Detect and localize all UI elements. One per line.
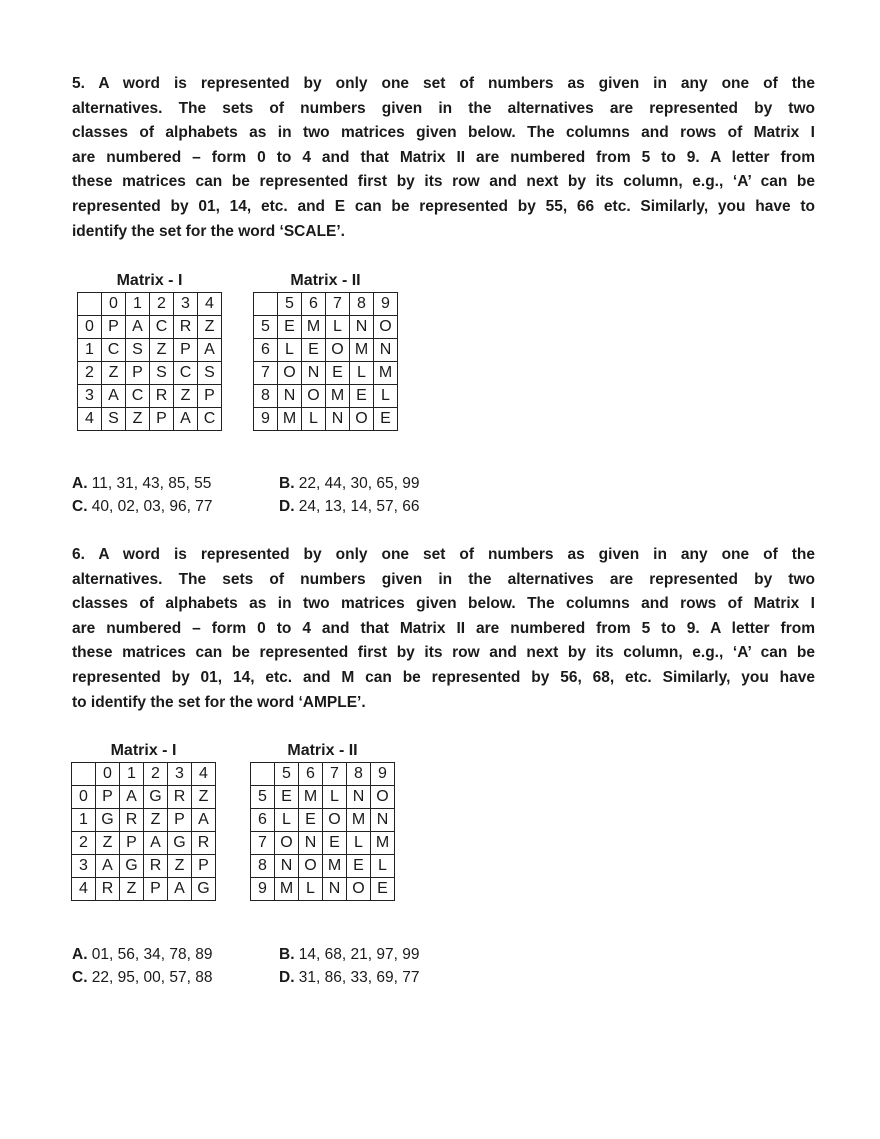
matrix-cell: S (126, 339, 150, 362)
matrix-row (254, 385, 398, 408)
column-number: 6 (302, 293, 326, 316)
matrix-cell: Z (144, 809, 168, 832)
matrix-cell: N (350, 316, 374, 339)
matrix-title: Matrix - II (290, 272, 361, 289)
matrix-cell: R (96, 878, 120, 901)
matrix-cell: L (302, 408, 326, 431)
matrix-cell: Z (126, 408, 150, 431)
matrix-cell: A (120, 786, 144, 809)
matrix-cell: Z (150, 339, 174, 362)
matrix-row (72, 878, 216, 901)
option-key: B. (279, 475, 295, 492)
matrix-cell: R (150, 385, 174, 408)
matrix-row (72, 832, 216, 855)
matrix-corner-cell (254, 293, 278, 316)
matrix-cell: N (326, 408, 350, 431)
matrix-title: Matrix - I (110, 742, 177, 759)
matrix-cell: P (102, 316, 126, 339)
question-line: are numbered – form 0 to 4 and that Matrix II are numbered from 5 to 9. A letter from (72, 619, 815, 637)
matrix-cell: P (96, 786, 120, 809)
matrix-title: Matrix - II (287, 742, 358, 759)
matrix-cell: P (144, 878, 168, 901)
matrix-cell: A (192, 809, 216, 832)
matrix-cell: Z (192, 786, 216, 809)
option-text: 14, 68, 21, 97, 99 (294, 946, 420, 963)
row-number: 2 (78, 362, 102, 385)
matrix-cell: C (198, 408, 222, 431)
matrix-cell: G (144, 786, 168, 809)
column-number: 5 (275, 763, 299, 786)
matrix-cell: Z (102, 362, 126, 385)
matrix-row (251, 832, 395, 855)
answer-option[interactable] (72, 472, 211, 495)
matrix-cell: E (347, 855, 371, 878)
matrix-cell: P (126, 362, 150, 385)
matrix-table (77, 292, 222, 431)
matrix-header-row (251, 763, 395, 786)
matrix-table (71, 762, 216, 901)
option-key: A. (72, 475, 88, 492)
column-number: 8 (350, 293, 374, 316)
matrix-i (71, 740, 216, 901)
matrix-row (254, 316, 398, 339)
column-number: 6 (299, 763, 323, 786)
matrix-cell: E (278, 316, 302, 339)
answer-option[interactable] (279, 472, 419, 495)
matrix-i (77, 270, 222, 431)
matrix-cell: N (323, 878, 347, 901)
matrix-cell: O (350, 408, 374, 431)
matrix-cell: E (350, 385, 374, 408)
matrix-title: Matrix - I (116, 272, 183, 289)
question-line: classes of alphabets as in two matrices given below. The columns and rows of Matrix I (72, 595, 815, 613)
matrix-cell: S (198, 362, 222, 385)
matrix-cell: G (192, 878, 216, 901)
matrix-row (72, 809, 216, 832)
matrix-ii (253, 270, 398, 431)
row-number: 5 (251, 786, 275, 809)
matrix-row (254, 408, 398, 431)
matrix-cell: O (299, 855, 323, 878)
matrix-cell: M (299, 786, 323, 809)
matrix-cell: O (278, 362, 302, 385)
matrix-row (72, 786, 216, 809)
question-line: classes of alphabets as in two matrices given below. The columns and rows of Matrix I (72, 124, 815, 142)
option-key: D. (279, 969, 295, 986)
row-number: 3 (78, 385, 102, 408)
matrix-cell: L (299, 878, 323, 901)
matrix-row (254, 362, 398, 385)
matrix-cell: E (371, 878, 395, 901)
question-line: identify the set for the word ‘SCALE’. (72, 222, 345, 240)
matrix-cell: M (278, 408, 302, 431)
question-line: alternatives. The sets of numbers given in the alternatives are represented by two (72, 99, 815, 117)
matrix-cell: L (278, 339, 302, 362)
option-key: D. (279, 498, 295, 515)
matrix-row (78, 362, 222, 385)
question-line: to identify the set for the word ‘AMPLE’. (72, 693, 366, 711)
option-key: C. (72, 498, 88, 515)
option-key: A. (72, 946, 88, 963)
column-number: 7 (326, 293, 350, 316)
matrix-cell: C (174, 362, 198, 385)
matrix-corner-cell (72, 763, 96, 786)
row-number: 4 (78, 408, 102, 431)
matrix-row (78, 408, 222, 431)
matrix-row (72, 855, 216, 878)
column-number: 5 (278, 293, 302, 316)
matrix-cell: O (323, 809, 347, 832)
answer-option[interactable] (72, 966, 212, 989)
answer-option[interactable] (279, 495, 419, 518)
row-number: 2 (72, 832, 96, 855)
row-number: 1 (72, 809, 96, 832)
row-number: 6 (254, 339, 278, 362)
matrix-cell: A (96, 855, 120, 878)
row-number: 7 (254, 362, 278, 385)
option-text: 22, 95, 00, 57, 88 (87, 969, 213, 986)
matrix-cell: A (168, 878, 192, 901)
matrix-cell: P (198, 385, 222, 408)
matrix-cell: O (302, 385, 326, 408)
matrix-cell: P (174, 339, 198, 362)
column-number: 3 (174, 293, 198, 316)
matrix-cell: A (144, 832, 168, 855)
column-number: 1 (120, 763, 144, 786)
matrix-cell: O (371, 786, 395, 809)
column-number: 4 (192, 763, 216, 786)
row-number: 9 (251, 878, 275, 901)
matrix-row (251, 855, 395, 878)
row-number: 0 (78, 316, 102, 339)
matrix-cell: E (299, 809, 323, 832)
matrix-cell: A (102, 385, 126, 408)
matrix-cell: A (174, 408, 198, 431)
matrix-cell: Z (168, 855, 192, 878)
row-number: 8 (254, 385, 278, 408)
option-key: C. (72, 969, 88, 986)
matrix-cell: Z (96, 832, 120, 855)
option-text: 22, 44, 30, 65, 99 (294, 475, 420, 492)
matrix-cell: C (126, 385, 150, 408)
matrix-cell: O (275, 832, 299, 855)
matrix-row (251, 809, 395, 832)
option-text: 40, 02, 03, 96, 77 (87, 498, 213, 515)
matrix-cell: E (326, 362, 350, 385)
column-number: 2 (150, 293, 174, 316)
matrix-cell: R (168, 786, 192, 809)
question-line: are numbered – form 0 to 4 and that Matrix II are numbered from 5 to 9. A letter from (72, 148, 815, 166)
matrix-cell: O (374, 316, 398, 339)
matrix-cell: R (192, 832, 216, 855)
matrix-cell: S (102, 408, 126, 431)
matrix-corner-cell (78, 293, 102, 316)
column-number: 9 (374, 293, 398, 316)
matrix-cell: G (120, 855, 144, 878)
column-number: 3 (168, 763, 192, 786)
matrix-cell: Z (174, 385, 198, 408)
matrix-cell: L (326, 316, 350, 339)
matrix-cell: Z (198, 316, 222, 339)
matrix-row (78, 339, 222, 362)
matrix-row (254, 339, 398, 362)
matrix-cell: P (192, 855, 216, 878)
matrix-cell: N (302, 362, 326, 385)
matrix-row (78, 385, 222, 408)
matrix-cell: R (120, 809, 144, 832)
question-text (72, 72, 815, 244)
matrix-row (78, 316, 222, 339)
matrix-cell: N (371, 809, 395, 832)
column-number: 1 (126, 293, 150, 316)
row-number: 8 (251, 855, 275, 878)
column-number: 9 (371, 763, 395, 786)
option-text: 31, 86, 33, 69, 77 (294, 969, 420, 986)
answer-option[interactable] (279, 966, 419, 989)
column-number: 0 (96, 763, 120, 786)
column-number: 2 (144, 763, 168, 786)
question-line: represented by 01, 14, etc. and E can be represented by 55, 66 etc. Similarly, you have to (72, 197, 815, 215)
matrix-cell: Z (120, 878, 144, 901)
question-line: represented by 01, 14, etc. and M can be represented by 56, 68, etc. Similarly, you have (72, 668, 815, 686)
matrix-cell: E (374, 408, 398, 431)
question-line: 6. A word is represented by only one set of numbers as given in any one of the (72, 546, 815, 563)
matrix-cell: C (102, 339, 126, 362)
answer-option[interactable] (279, 943, 419, 966)
matrix-cell: E (275, 786, 299, 809)
matrix-cell: N (347, 786, 371, 809)
matrix-cell: M (374, 362, 398, 385)
matrix-cell: E (323, 832, 347, 855)
row-number: 0 (72, 786, 96, 809)
matrix-cell: A (126, 316, 150, 339)
matrix-cell: M (371, 832, 395, 855)
row-number: 5 (254, 316, 278, 339)
matrix-cell: O (326, 339, 350, 362)
matrix-ii (250, 740, 395, 901)
option-text: 01, 56, 34, 78, 89 (87, 946, 213, 963)
answer-option[interactable] (72, 495, 212, 518)
column-number: 0 (102, 293, 126, 316)
matrix-header-row (254, 293, 398, 316)
column-number: 4 (198, 293, 222, 316)
row-number: 3 (72, 855, 96, 878)
matrix-cell: L (275, 809, 299, 832)
matrix-cell: M (326, 385, 350, 408)
matrix-cell: G (96, 809, 120, 832)
column-number: 8 (347, 763, 371, 786)
matrix-cell: A (198, 339, 222, 362)
matrix-cell: L (347, 832, 371, 855)
matrix-corner-cell (251, 763, 275, 786)
matrix-cell: M (350, 339, 374, 362)
matrix-cell: L (374, 385, 398, 408)
matrix-cell: N (278, 385, 302, 408)
matrix-row (251, 786, 395, 809)
matrix-header-row (72, 763, 216, 786)
matrix-cell: P (168, 809, 192, 832)
option-key: B. (279, 946, 295, 963)
matrix-cell: L (350, 362, 374, 385)
matrix-cell: M (302, 316, 326, 339)
column-number: 7 (323, 763, 347, 786)
matrix-cell: O (347, 878, 371, 901)
row-number: 9 (254, 408, 278, 431)
matrix-cell: P (150, 408, 174, 431)
question-line: these matrices can be represented first by its row and next by its column, e.g., ‘A’ can be (72, 644, 815, 662)
question-text (72, 543, 815, 715)
matrix-cell: G (168, 832, 192, 855)
matrix-row (251, 878, 395, 901)
matrix-cell: C (150, 316, 174, 339)
matrix-cell: M (347, 809, 371, 832)
option-text: 11, 31, 43, 85, 55 (87, 475, 212, 492)
question-line: 5. A word is represented by only one set of numbers as given in any one of the (72, 75, 815, 92)
matrix-cell: N (275, 855, 299, 878)
row-number: 6 (251, 809, 275, 832)
matrix-cell: N (374, 339, 398, 362)
matrix-cell: L (371, 855, 395, 878)
matrix-header-row (78, 293, 222, 316)
option-text: 24, 13, 14, 57, 66 (294, 498, 420, 515)
matrix-cell: M (323, 855, 347, 878)
answer-option[interactable] (72, 943, 212, 966)
matrix-cell: P (120, 832, 144, 855)
row-number: 7 (251, 832, 275, 855)
matrix-cell: E (302, 339, 326, 362)
matrix-cell: S (150, 362, 174, 385)
matrix-cell: M (275, 878, 299, 901)
matrix-cell: R (144, 855, 168, 878)
matrix-table (250, 762, 395, 901)
row-number: 4 (72, 878, 96, 901)
row-number: 1 (78, 339, 102, 362)
question-line: these matrices can be represented first by its row and next by its column, e.g., ‘A’ can be (72, 173, 815, 191)
question-line: alternatives. The sets of numbers given in the alternatives are represented by two (72, 570, 815, 588)
matrix-table (253, 292, 398, 431)
matrix-cell: N (299, 832, 323, 855)
matrix-cell: R (174, 316, 198, 339)
matrix-cell: L (323, 786, 347, 809)
